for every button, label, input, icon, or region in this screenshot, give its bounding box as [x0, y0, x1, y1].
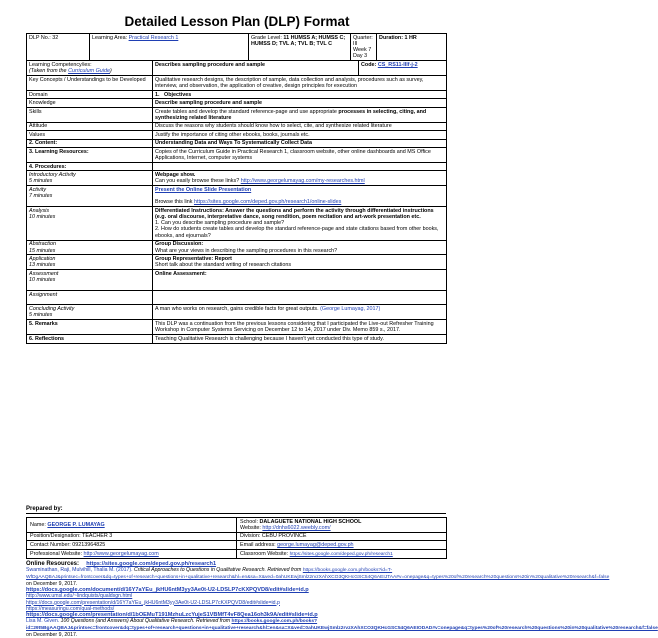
analysis-row	[27, 206, 447, 240]
resource-link-3[interactable]: http://www.umsl.edu/~lindquists/qualdsgn.html	[26, 593, 133, 600]
abstraction-value: Group Discussion: What are your views in describing the sampling procedures in this research?	[153, 240, 447, 255]
concluding-row	[27, 305, 447, 320]
assignment-row	[27, 290, 447, 304]
application-label: Application 13 minutes	[27, 255, 153, 270]
professional-website: Professional Website: http://www.georgelumayag.com	[27, 549, 237, 559]
reflections-label: 6. Reflections	[27, 335, 153, 343]
knowledge-value: Describe sampling procedure and sample	[153, 99, 447, 107]
assignment-label: Assignment	[27, 290, 153, 304]
reference-2-link[interactable]: https://books.google.com.ph/books?id=29t5BgAAQBAJ&printsec=frontcover&dq=types+of+research+questions+in+qualitative+research&hl=en&sa=X&ved=0ahUKEwjSmlz2rvzXAhXCO3QKHcGSC54Q6AEIODAD#v=onepage&q=types%20of%20research%20questions%20in%20qualitative%20research&f=false	[26, 618, 658, 631]
online-resources-label: Online Resources:	[26, 561, 80, 567]
values-label: Values	[27, 131, 153, 139]
assessment-row	[27, 270, 447, 291]
content-row	[27, 139, 447, 147]
remarks-label: 5. Remarks	[27, 320, 153, 335]
objectives-heading: 1. Objectives	[153, 90, 447, 98]
reflections-row	[27, 335, 447, 343]
prepared-by-label: Prepared by:	[26, 506, 63, 512]
competencies-row	[27, 61, 447, 76]
abstraction-row	[27, 240, 447, 255]
application-value: Group Representative: Report Short talk about the standard writing of research citations	[153, 255, 447, 270]
attitude-value: Discuss the reasons why students should know how to select, cite, and synthesize related literature	[153, 122, 447, 130]
curriculum-guide-link[interactable]: Curriculum Guide	[68, 68, 111, 75]
reference-2: Lisa M. Given. 100 Questions (and Answers) About Qualitative Research. Retrieved from https://books.google.com.ph/books?id=29t5BgAAQBAJ&printsec=frontcover&dq=types+of+research+questions+in+qualitative+research&hl=en&sa=X&ved=0ahUKEwjSmlz2rvzXAhXCO3QKHcGSC54Q6AEIODAD#v=onepage&q=types%20of%20research%20questions%20in%20qualitative%20research&f=false on December 9, 2017.	[26, 617, 658, 638]
learning-area: Learning Area: Practical Research 1	[90, 34, 249, 61]
knowledge-row	[27, 99, 447, 107]
resources-value: Copies of the Curriculum Guide in Practical Research 1, classroom website, other online dashboards and MS Office Applications, Internet, computer systems	[153, 148, 447, 163]
prepared-by-table	[26, 517, 447, 559]
remarks-row	[27, 320, 447, 335]
procedures-row	[27, 162, 447, 170]
teacher-name: Name: GEORGE P. LUMAYAG	[27, 518, 237, 533]
competencies-value: Describes sampling procedure and sample	[153, 61, 359, 76]
concluding-value: A man who works on research, gains credible facts for great outputs. (George Lumayag, 2017)	[153, 305, 447, 320]
contact-number: Contact Number: 09213964825	[27, 541, 237, 550]
skills-row	[27, 107, 447, 122]
header-row	[27, 34, 447, 61]
procedures-label: 4. Procedures:	[27, 162, 153, 170]
activity-label: Activity 7 minutes	[27, 186, 153, 207]
position: Position/Designation: TEACHER 3	[27, 532, 237, 541]
domain-label: Domain	[27, 90, 153, 98]
application-row	[27, 255, 447, 270]
skills-value: Create tables and develop the standard reference-page and use appropriate processes in selecting, citing, and synthesizing related literature	[153, 107, 447, 122]
quarter-week-day: Quarter: III Week 7 Day 3	[351, 34, 377, 61]
values-value: Justify the importance of citing other ebooks, books, journals etc.	[153, 131, 447, 139]
division: Division: CEBU PROVINCE	[237, 532, 447, 541]
key-concepts-label: Key Concepts / Understandings to be Developed	[27, 76, 153, 91]
resource-link-1[interactable]: https://sites.google.com/deped.gov.ph/research1	[86, 561, 217, 567]
attitude-label: Attitude	[27, 122, 153, 130]
slide-presentation-link[interactable]: Present the Online Slide Presentation	[155, 186, 252, 193]
resources-label: 3. Learning Resources:	[27, 148, 153, 163]
researches-link[interactable]: http://www.georgelumayag.com/my-researches.html	[240, 178, 365, 185]
learning-area-link[interactable]: Practical Research 1	[128, 34, 179, 41]
online-resources	[26, 561, 658, 638]
introductory-row	[27, 171, 447, 186]
remarks-value: This DLP was a continuation from the previous lessons considering that I participated the Live-out Refresher Training Workshop in Computer Systems Servicing on December 12 to 14, 2017 under Div. Memo 859 s., 2017.	[153, 320, 447, 335]
attitude-row	[27, 122, 447, 130]
concluding-label: Concluding Activity 5 minutes	[27, 305, 153, 320]
knowledge-label: Knowledge	[27, 99, 153, 107]
professional-website-link[interactable]: http://www.georgelumayag.com	[83, 551, 159, 558]
competencies-label: Learning Competency/ies: (Taken from the Curriculum Guide)	[27, 61, 153, 76]
values-row	[27, 131, 447, 139]
resource-link-2[interactable]: https://docs.google.com/document/d/16Y7aYEu_jkHU6ntM3yy3Ae0t-U2-LDSLP7cKXPQVD8/edit#slide=id.p	[26, 587, 309, 594]
duration: Duration: 1 HR	[377, 34, 447, 61]
divider	[26, 513, 446, 514]
page-title: Detailed Lesson Plan (DLP) Format	[124, 14, 350, 29]
domain-row	[27, 90, 447, 98]
assessment-label: Assessment 10 minutes	[27, 270, 153, 291]
abstraction-label: Abstraction 15 minutes	[27, 240, 153, 255]
key-concepts-value: Qualitative research designs, the description of sample, data collection and analysis, procedures such as survey, interview, and observation, the application of creative, design principles for execution	[153, 76, 447, 91]
key-concepts-row	[27, 76, 447, 91]
school-name: School: DALAGUETE NATIONAL HIGH SCHOOL Website: http://dnhs6022.weebly.com/	[237, 518, 447, 533]
school-website-link[interactable]: http://dnhs6022.weebly.com/	[262, 524, 331, 531]
content-value: Understanding Data and Ways To Systematically Collect Data	[153, 139, 447, 147]
classroom-website: Classroom Website: https://sites.google.com/deped.gov.ph/research1	[237, 549, 447, 559]
reference-1: Swaminathan, Raji, Mulvihill, Thalia M. (2017). Critical Approaches to Questions in Qualitative Research. Retrieved from https://books.google.com.ph/books?id=T-WfDgAAQBAJ&printsec=frontcover&dq=types+of+research+questions+in+qualitative+research&hl=en&sa=X&ved=0ahUKEwjSmlz2rvzXAhXCO3QKHcGSC54Q6AEIJTAA#v=onepage&q=types%20of%20research%20questions%20in%20qualitative%20research&f=false on December 9, 2017.	[26, 567, 610, 588]
grade-level: Grade Level: 11 HUMSS A; HUMSS C; HUMSS D; TVL A; TVL B; TVL C	[249, 34, 351, 61]
competency-code: Code: CS_RS11-IIIf-j-2	[359, 61, 447, 76]
reflections-value: Teaching Qualitative Research is challenging because I haven't yet conducted this type of study.	[153, 335, 447, 343]
resource-link-5[interactable]: https://measuringu.com/qual-methods/	[26, 605, 115, 612]
analysis-label: Analysis 10 minutes	[27, 206, 153, 240]
assessment-value: Online Assessment:	[153, 270, 447, 291]
resource-link-6[interactable]: https://docs.google.com/presentation/d/1bOEMuT191MzhuLzcYujeS1VBMfT4vF8Qea16oh3k9A/edit#slide=id.p	[26, 611, 318, 618]
dlp-number: DLP No.: 32	[27, 34, 90, 61]
resource-link-4[interactable]: https://docs.google.com/presentation/d/16Y7aYEu_jkHU6ntM3yy3Ae0t-U2-LDSLP7cKXPQVD8/edit#slide=id.p	[26, 599, 280, 606]
email-address: Email address: george.lumayag@deped.gov.ph	[237, 541, 447, 550]
assignment-value	[153, 290, 447, 304]
activity-value: Present the Online Slide Presentation Browse this link https://sites.google.com/deped.gov.ph/research1/online-slides	[153, 186, 447, 207]
resources-row	[27, 148, 447, 163]
reference-1-link[interactable]: https://books.google.com.ph/books?id=T-WfDgAAQBAJ&printsec=frontcover&dq=types+of+research+questions+in+qualitative+research&hl=en&sa=X&ved=0ahUKEwjSmlz2rvzXAhXCO3QKHcGSC54Q6AEIJTAA#v=onepage&q=types%20of%20research%20questions%20in%20qualitative%20research&f=false	[26, 568, 610, 581]
introductory-label: Introductory Activity 5 minutes	[27, 171, 153, 186]
introductory-value: Webpage show. Can you easily browse these links? http://www.georgelumayag.com/my-researches.html	[153, 171, 447, 186]
activity-row	[27, 186, 447, 207]
classroom-website-link[interactable]: https://sites.google.com/deped.gov.ph/research1	[289, 551, 393, 557]
content-label: 2. Content:	[27, 139, 153, 147]
skills-label: Skills	[27, 107, 153, 122]
email-link[interactable]: george.lumayag@deped.gov.ph	[277, 541, 354, 548]
online-slides-link[interactable]: https://sites.google.com/deped.gov.ph/research1/online-slides	[193, 199, 342, 206]
analysis-value: Differentiated Instructions: Answer the questions and perform the activity through differentiated instructions (e.g. oral discourse, interpretative dance, song rendition, poem recitation and art-work presentation etc. 1. Can you describe sampling procedure and sample? 2. How do students create tables and develop the standard reference-page and state citations based from other books, ebooks, and ejournals?	[153, 206, 447, 240]
lesson-plan-table	[26, 33, 447, 344]
